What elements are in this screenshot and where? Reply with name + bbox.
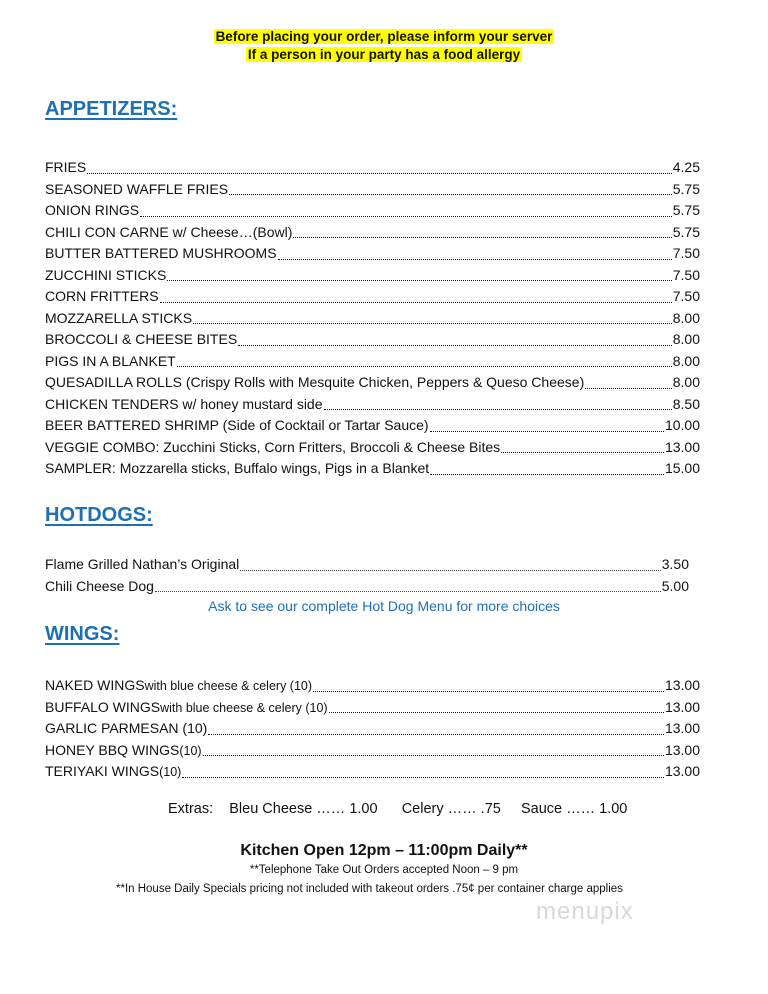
menu-item-name: FRIES — [45, 159, 87, 175]
menu-item-price: 13.00 — [664, 720, 700, 736]
extras-line: Extras: Bleu Cheese …… 1.00 Celery …… .75 Sauce …… 1.00 — [168, 801, 628, 817]
menu-item-name: SAMPLER: Mozzarella sticks, Buffalo wings, Pigs in a Blanket — [45, 460, 430, 476]
menu-item — [45, 157, 700, 179]
menu-item-price: 8.00 — [672, 309, 700, 326]
dot-leader — [293, 237, 671, 238]
dot-leader — [229, 194, 672, 195]
dot-leader — [430, 474, 664, 475]
menu-item-price: 5.75 — [672, 202, 700, 218]
menu-item-name: ZUCCHINI STICKS — [45, 266, 167, 283]
menu-item — [45, 372, 700, 394]
hotdogs-list — [45, 554, 689, 597]
menu-item — [45, 458, 700, 480]
allergy-notice — [0, 28, 768, 64]
menu-item-name: HONEY BBQ WINGS — [45, 741, 180, 758]
dot-leader — [160, 302, 672, 303]
dot-leader — [193, 323, 672, 324]
dot-leader — [87, 173, 672, 174]
dot-leader — [177, 366, 672, 367]
dot-leader — [238, 345, 672, 346]
dot-leader — [501, 452, 664, 453]
menu-item-name: Flame Grilled Nathan’s Original — [45, 556, 240, 572]
dot-leader — [155, 591, 661, 592]
menu-item-name: PIGS IN A BLANKET — [45, 352, 176, 369]
menu-item — [45, 265, 700, 287]
menu-item-price: 13.00 — [664, 698, 700, 715]
menu-item — [45, 576, 689, 598]
menu-item-price: 7.50 — [672, 288, 700, 304]
menu-item-price: 8.50 — [672, 395, 700, 412]
allergy-notice-line-1: Before placing your order, please inform your server — [215, 29, 553, 44]
menu-item-name: QUESADILLA ROLLS (Crispy Rolls with Mesquite Chicken, Peppers & Queso Cheese) — [45, 374, 585, 390]
dot-leader — [140, 216, 672, 217]
menu-item — [45, 415, 700, 437]
menu-item-name: CHILI CON CARNE w/ Cheese…(Bowl) — [45, 223, 293, 240]
dot-leader — [203, 755, 664, 756]
menu-item-price: 5.00 — [661, 577, 689, 594]
dot-leader — [329, 712, 664, 713]
menu-item-price: 15.00 — [664, 460, 700, 476]
menu-item — [45, 437, 700, 459]
menu-item-name: MOZZARELLA STICKS — [45, 309, 193, 326]
menu-item — [45, 222, 700, 244]
wings-list — [45, 675, 700, 783]
menu-item — [45, 243, 700, 265]
appetizers-list — [45, 157, 700, 480]
menu-item — [45, 554, 689, 576]
menu-item-name: BUTTER BATTERED MUSHROOMS — [45, 245, 277, 261]
menu-item-price: 5.75 — [672, 223, 700, 240]
menu-item-detail: (10) — [179, 743, 202, 758]
menu-item — [45, 308, 700, 330]
menu-item-name: SEASONED WAFFLE FRIES — [45, 180, 229, 197]
menu-item-price: 3.50 — [661, 556, 689, 572]
menu-item-name: BROCCOLI & CHEESE BITES — [45, 331, 238, 347]
menu-item-price: 10.00 — [664, 417, 700, 433]
menu-item-price: 13.00 — [664, 438, 700, 455]
dot-leader — [278, 259, 672, 260]
menu-item-name: GARLIC PARMESAN (10) — [45, 720, 208, 736]
dot-leader — [324, 409, 672, 410]
dot-leader — [167, 280, 671, 281]
menu-item-name: Chili Cheese Dog — [45, 577, 154, 594]
menu-item-price: 4.25 — [672, 159, 700, 175]
dot-leader — [182, 777, 664, 778]
menu-item-name: BEER BATTERED SHRIMP (Side of Cocktail or Tartar Sauce) — [45, 417, 429, 433]
menu-item-price: 13.00 — [664, 677, 700, 693]
menu-item — [45, 740, 700, 762]
menu-item-price: 5.75 — [672, 180, 700, 197]
hotdogs-title: HOTDOGS: — [45, 504, 153, 526]
dot-leader — [585, 388, 672, 389]
menu-item-name: ONION RINGS — [45, 202, 140, 218]
menu-item-name: NAKED WINGS — [45, 677, 145, 693]
menu-item-price: 8.00 — [672, 374, 700, 390]
menu-item — [45, 329, 700, 351]
menu-item-detail: with blue cheese & celery (10) — [144, 679, 313, 693]
menu-item-name: CHICKEN TENDERS w/ honey mustard side — [45, 395, 323, 412]
menu-item — [45, 351, 700, 373]
menu-item — [45, 718, 700, 740]
menu-item-name: CORN FRITTERS — [45, 288, 159, 304]
menu-item-detail: (10) — [159, 765, 182, 779]
menu-item — [45, 761, 700, 783]
menu-item-price: 8.00 — [672, 331, 700, 347]
menu-item-price: 8.00 — [672, 352, 700, 369]
menu-item — [45, 286, 700, 308]
menu-item-name: TERIYAKI WINGS — [45, 763, 160, 779]
menu-item-price: 7.50 — [672, 266, 700, 283]
dot-leader — [430, 431, 664, 432]
menu-item — [45, 394, 700, 416]
menu-item-price: 13.00 — [664, 741, 700, 758]
kitchen-hours: Kitchen Open 12pm – 11:00pm Daily** — [240, 842, 528, 859]
menupix-watermark: menupix — [536, 898, 634, 925]
specials-note: **In House Daily Specials pricing not included with takeout orders .75¢ per container charge applies — [116, 883, 623, 895]
appetizers-title: APPETIZERS: — [45, 98, 178, 120]
dot-leader — [240, 570, 660, 571]
wings-title: WINGS: — [45, 623, 120, 645]
menu-item-price: 13.00 — [664, 763, 700, 779]
menu-item — [45, 697, 700, 719]
dot-leader — [313, 691, 664, 692]
allergy-notice-line-2: If a person in your party has a food allergy — [247, 47, 521, 62]
menu-item — [45, 179, 700, 201]
menu-item-price: 7.50 — [672, 245, 700, 261]
menu-item-name: BUFFALO WINGS — [45, 698, 161, 715]
hotdog-menu-note: Ask to see our complete Hot Dog Menu for more choices — [208, 598, 560, 614]
menu-item — [45, 200, 700, 222]
menu-item — [45, 675, 700, 697]
dot-leader — [208, 734, 664, 735]
menu-item-name: VEGGIE COMBO: Zucchini Sticks, Corn Fritters, Broccoli & Cheese Bites — [45, 438, 501, 455]
menu-item-detail: with blue cheese & celery (10) — [160, 700, 328, 715]
phone-orders-note: **Telephone Take Out Orders accepted Noon – 9 pm — [249, 864, 519, 876]
